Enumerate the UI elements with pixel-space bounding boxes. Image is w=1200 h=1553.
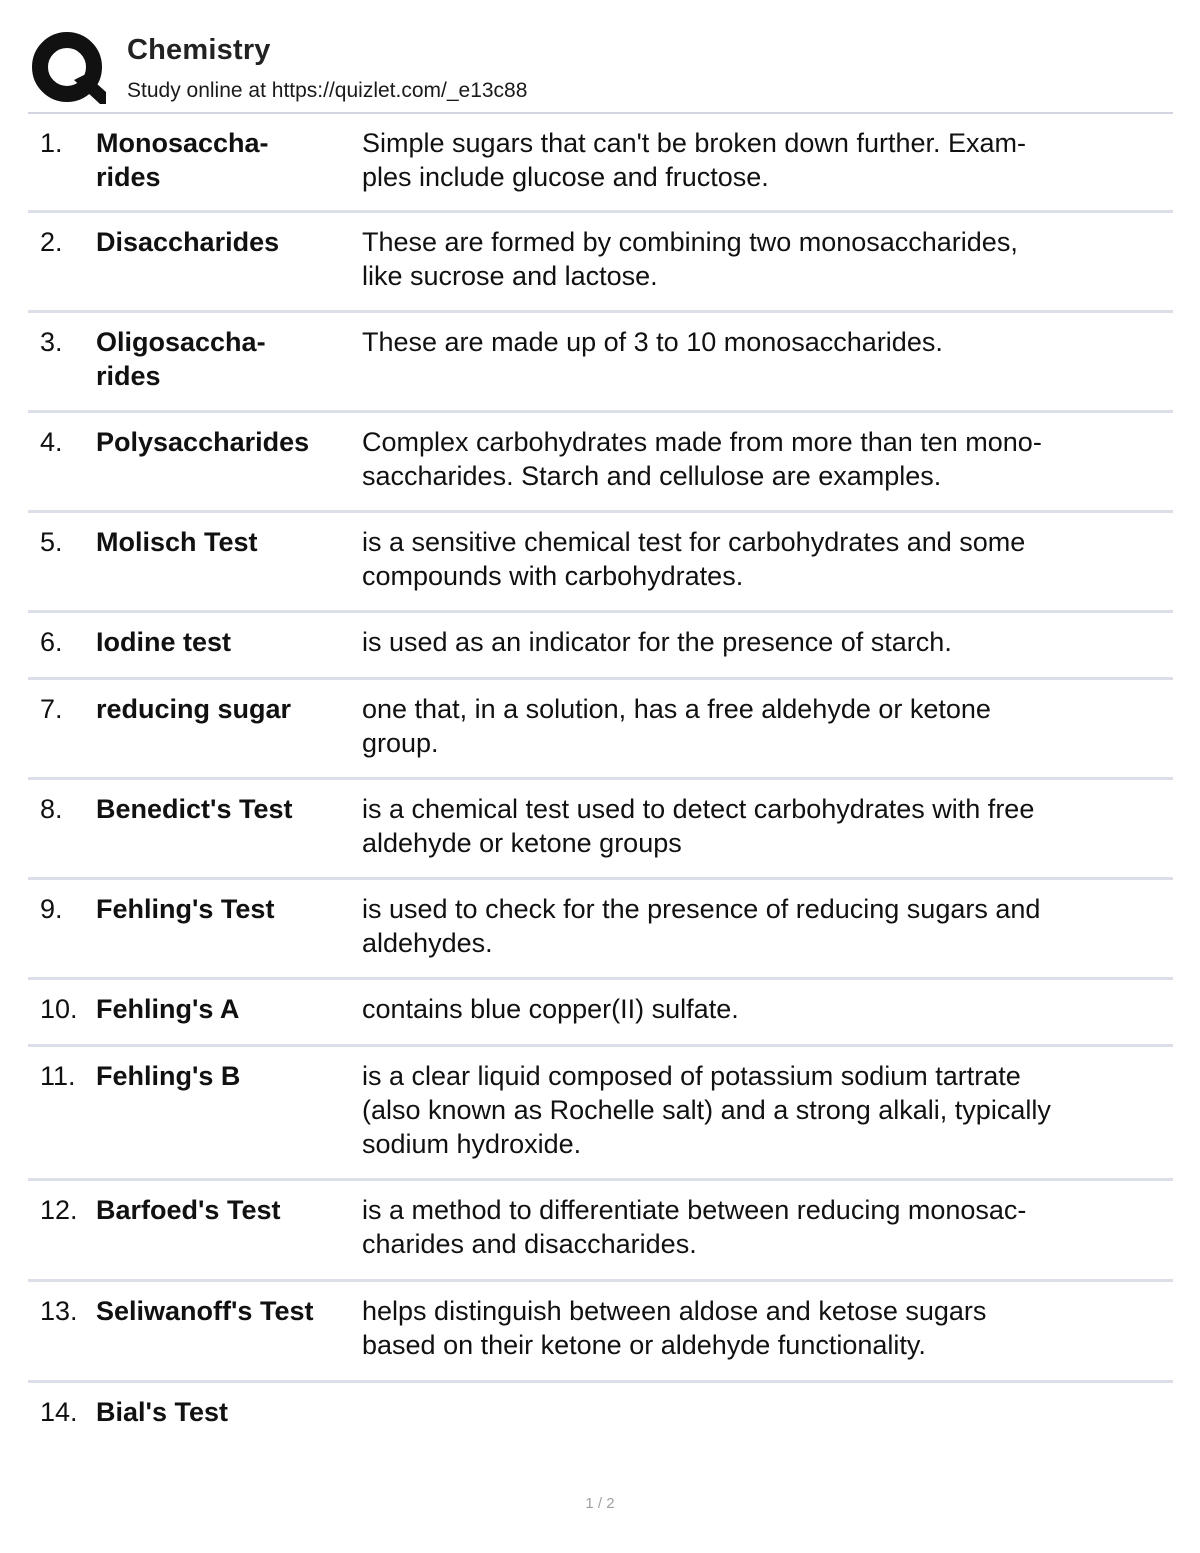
list-item <box>28 1282 1173 1383</box>
item-number: 10. <box>40 994 78 1024</box>
item-term: reducing sugar <box>96 694 292 724</box>
list-item <box>28 1383 1173 1473</box>
item-number: 8. <box>40 794 63 824</box>
item-number: 5. <box>40 527 63 557</box>
page-header <box>28 26 1178 112</box>
item-definition: Complex carbohydrates made from more than ten mono- saccharides. Starch and cellulose are examples. <box>362 427 1042 491</box>
item-definition: is a sensitive chemical test for carbohydrates and some compounds with carbohydrates. <box>362 527 1026 591</box>
item-number: 4. <box>40 427 63 457</box>
item-definition: These are formed by combining two monosaccharides, like sucrose and lactose. <box>362 227 1018 291</box>
flashcard-list <box>28 114 1173 1473</box>
list-item <box>28 980 1173 1047</box>
item-term: Polysaccharides <box>96 427 310 457</box>
list-item <box>28 413 1173 513</box>
item-number: 6. <box>40 627 63 657</box>
list-item <box>28 313 1173 413</box>
item-term: Seliwanoff's Test <box>96 1296 314 1326</box>
list-item <box>28 1181 1173 1282</box>
item-number: 2. <box>40 227 63 257</box>
item-term: Barfoed's Test <box>96 1195 281 1225</box>
item-number: 7. <box>40 694 63 724</box>
item-definition: one that, in a solution, has a free aldehyde or ketone group. <box>362 694 991 758</box>
item-number: 11. <box>40 1061 76 1091</box>
item-definition: Simple sugars that can't be broken down further. Exam- ples include glucose and fructose. <box>362 128 1026 192</box>
list-item <box>28 1047 1173 1181</box>
item-number: 9. <box>40 894 63 924</box>
list-item <box>28 114 1173 213</box>
item-term: Disaccharides <box>96 227 280 257</box>
item-term: Bial's Test <box>96 1397 228 1427</box>
item-number: 14. <box>40 1397 78 1427</box>
list-item <box>28 213 1173 313</box>
item-term: Molisch Test <box>96 527 258 557</box>
list-item <box>28 513 1173 613</box>
item-number: 13. <box>40 1296 78 1326</box>
item-term: Iodine test <box>96 627 232 657</box>
item-definition: is a method to differentiate between reducing monosac- charides and disaccharides. <box>362 1195 1027 1259</box>
item-number: 3. <box>40 327 63 357</box>
item-term: Oligosaccha- rides <box>96 327 266 391</box>
item-definition: These are made up of 3 to 10 monosaccharides. <box>362 327 943 357</box>
item-definition: contains blue copper(II) sulfate. <box>362 994 739 1024</box>
item-term: Monosaccha- rides <box>96 128 269 192</box>
list-item <box>28 680 1173 780</box>
page-number: 1 / 2 <box>585 1495 615 1512</box>
quizlet-logo-icon <box>30 30 106 106</box>
item-term: Benedict's Test <box>96 794 293 824</box>
item-definition: is a clear liquid composed of potassium sodium tartrate (also known as Rochelle salt) and a strong alkali, typically sodium hydroxide. <box>362 1061 1051 1159</box>
item-term: Fehling's Test <box>96 894 275 924</box>
item-definition: is a chemical test used to detect carbohydrates with free aldehyde or ketone groups <box>362 794 1035 858</box>
item-term: Fehling's B <box>96 1061 241 1091</box>
item-definition: helps distinguish between aldose and ketose sugars based on their ketone or aldehyde functionality. <box>362 1296 987 1360</box>
page-title: Chemistry <box>127 34 271 66</box>
item-number: 1. <box>40 128 63 158</box>
list-item <box>28 780 1173 880</box>
list-item <box>28 613 1173 680</box>
item-term: Fehling's A <box>96 994 240 1024</box>
item-number: 12. <box>40 1195 78 1225</box>
study-link[interactable]: Study online at https://quizlet.com/_e13c88 <box>127 79 528 102</box>
list-item <box>28 880 1173 980</box>
item-definition: is used as an indicator for the presence of starch. <box>362 627 952 657</box>
item-definition: is used to check for the presence of reducing sugars and aldehydes. <box>362 894 1041 958</box>
